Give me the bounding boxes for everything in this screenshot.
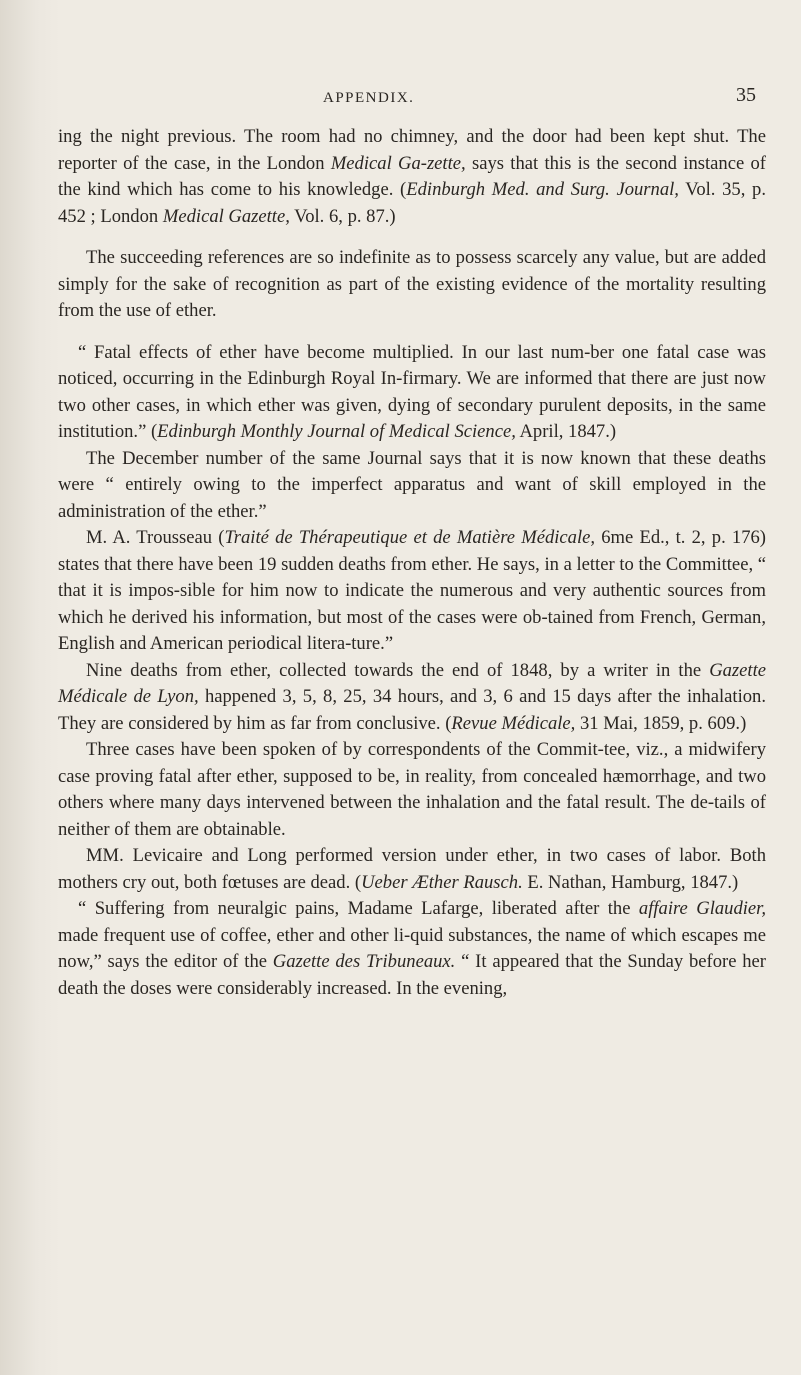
text-run: Vol. 35, p. 452 ; London bbox=[58, 179, 766, 227]
paragraph-2 bbox=[58, 245, 766, 325]
text-run: The December number of the same Journal says that it is now known that these deaths were “ entirely owing to the imperfect apparatus and want of skill employed in the administration of the ether.” bbox=[58, 447, 766, 522]
citation-title: Medical Ga-zette, bbox=[330, 152, 466, 174]
paragraph-1 bbox=[58, 124, 766, 230]
citation-title: affaire Glaudier, bbox=[638, 898, 766, 919]
paragraph-6 bbox=[58, 658, 766, 738]
text-run: Three cases have been spoken of by correspondents of the Commit-tee, viz., a midwifery case proving fatal after ether, supposed to be, in reality, from concealed hæmorrhage, and two others where many days intervened between the inhalation and the fatal result. The de-tails of neither of them are obtainable. bbox=[58, 739, 766, 840]
citation-title: Medical Gazette, bbox=[162, 205, 290, 227]
page-number: 35 bbox=[736, 84, 756, 106]
text-run: happened 3, 5, 8, 25, 34 hours, and 3, 6 and 15 days after the inhalation. They are considered by him as far from conclusive. ( bbox=[58, 686, 766, 734]
text-run: says that this is the second instance of the kind which has come to his knowledge. ( bbox=[58, 152, 766, 200]
running-head: APPENDIX. bbox=[323, 90, 415, 106]
text-run: made frequent use of coffee, ether and other li-quid substances, the name of which escapes me now,” says the editor of the bbox=[58, 924, 766, 972]
paragraph-3 bbox=[58, 340, 766, 446]
text-run: “ Suffering from neuralgic pains, Madame Lafarge, liberated after the bbox=[78, 898, 639, 919]
citation-title: Edinburgh Med. and Surg. Journal, bbox=[406, 179, 679, 200]
body-text bbox=[58, 124, 766, 1002]
text-run: 31 Mai, 1859, p. 609.) bbox=[575, 712, 747, 734]
text-run: E. Nathan, Hamburg, 1847.) bbox=[522, 871, 739, 893]
text-run: Nine deaths from ether, collected towards the end of 1848, by a writer in the bbox=[86, 659, 710, 681]
text-run: Vol. 6, p. 87.) bbox=[289, 205, 396, 227]
page-header bbox=[0, 84, 801, 114]
citation-title: Revue Médicale, bbox=[451, 712, 576, 734]
citation-title: Edinburgh Monthly Journal of Medical Science, bbox=[157, 421, 516, 442]
text-run: ing the night previous. The room had no chimney, and the door had been kept shut. The reporter of the case, in the London bbox=[58, 126, 766, 174]
text-run: “ Fatal effects of ether have become multiplied. In our last num-ber one fatal case was noticed, occurring in the Edinburgh Royal In-firmary. We are informed that there are just now two other cases, in which ether was given, dying of secondary purulent deposits, in the same institution.” ( bbox=[58, 341, 766, 442]
paragraph-7 bbox=[58, 737, 766, 843]
text-run: 6me Ed., t. 2, p. 176) states that there have been 19 sudden deaths from ether. He says, in a letter to the Committee, “ that it is impos-sible for him now to indicate the numerous and very authentic sources from which he derived his information, but most of the cases were ob-tained from French, German, English and American periodical litera-ture.” bbox=[58, 527, 766, 654]
text-run: M. A. Trousseau ( bbox=[86, 527, 225, 548]
citation-title: Ueber Æther Rausch. bbox=[361, 871, 523, 893]
citation-title: Gazette des Tribuneaux. bbox=[272, 951, 456, 972]
citation-title: Gazette Médicale de Lyon, bbox=[58, 659, 766, 707]
paragraph-5 bbox=[58, 525, 766, 658]
text-run: “ It appeared that the Sunday before her death the doses were considerably increased. In the evening, bbox=[58, 951, 766, 999]
page-edge-shadow bbox=[0, 0, 60, 1375]
text-run: April, 1847.) bbox=[515, 421, 617, 442]
paragraph-9 bbox=[58, 896, 766, 1002]
paragraph-4 bbox=[58, 446, 766, 526]
citation-title: Traité de Thérapeutique et de Matière Médicale, bbox=[224, 527, 596, 548]
text-run: MM. Levicaire and Long performed version under ether, in two cases of labor. Both mothers cry out, both fœtuses are dead. ( bbox=[58, 845, 766, 893]
paragraph-8 bbox=[58, 843, 766, 896]
text-run: The succeeding references are so indefinite as to possess scarcely any value, but are added simply for the sake of recognition as part of the existing evidence of the mortality resulting from the use of ether. bbox=[58, 247, 766, 321]
